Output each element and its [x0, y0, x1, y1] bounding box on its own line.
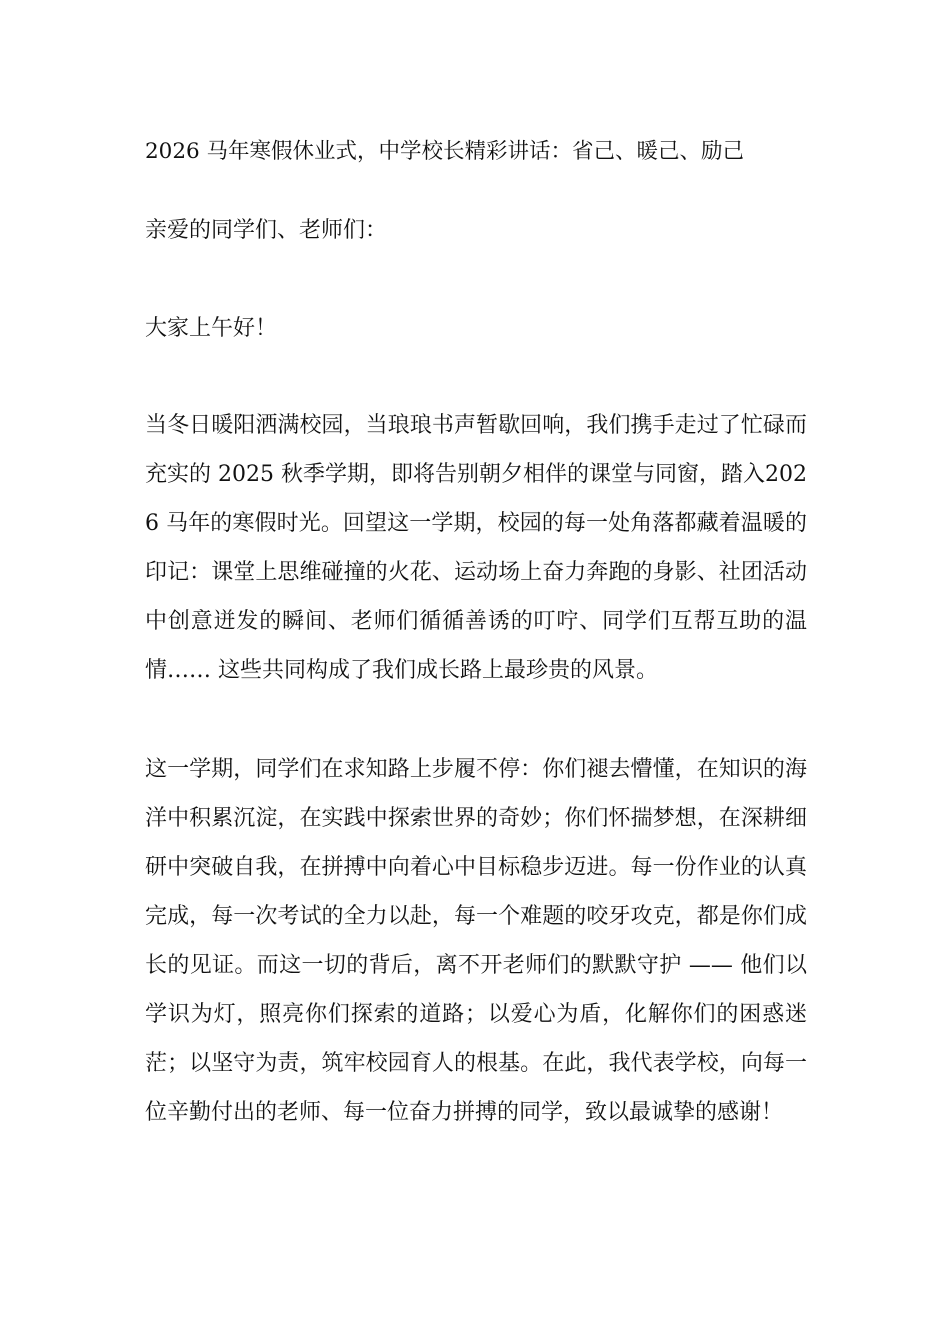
greeting: 大家上午好！ [145, 316, 278, 341]
salutation: 亲爱的同学们、老师们： [145, 218, 388, 243]
paragraph: 这一学期，同学们在求知路上步履不停：你们褪去懵懂，在知识的海洋中积累沉淀，在实践中探索世界的奇妙；你们怀揣梦想，在深耕细研中突破自我，在拼搏中向着心中目标稳步迈进。每一份作业的认真完成，每一次考试的全力以赴，每一个难题的咬牙攻克，都是你们成长的见证。而这一切的背后，离不开老师们的默默守护 —— 他们以学识为灯，照亮你们探索的道路；以爱心为盾，化解你们的困惑迷茫；以坚守为责，筑牢校园育人的根基。在此，我代表学校，向每一位辛勤付出的老师、每一位奋力拼搏的同学，致以最诚挚的感谢！ [145, 757, 807, 1125]
paragraph: 当冬日暖阳洒满校园，当琅琅书声暂歇回响，我们携手走过了忙碌而充实的 2025 秋季学期，即将告别朝夕相伴的课堂与同窗，踏入2026 马年的寒假时光。回望这一学期，校园的每一处角落都藏着温暖的印记：课堂上思维碰撞的火花、运动场上奋力奔跑的身影、社团活动中创意迸发的瞬间、老师们循循善诱的叮咛、同学们互帮互助的温情…… 这些共同构成了我们成长路上最珍贵的风景。 [145, 413, 807, 683]
document-title: 2026 马年寒假休业式，中学校长精彩讲话：省己、暖己、励己 [145, 139, 745, 164]
